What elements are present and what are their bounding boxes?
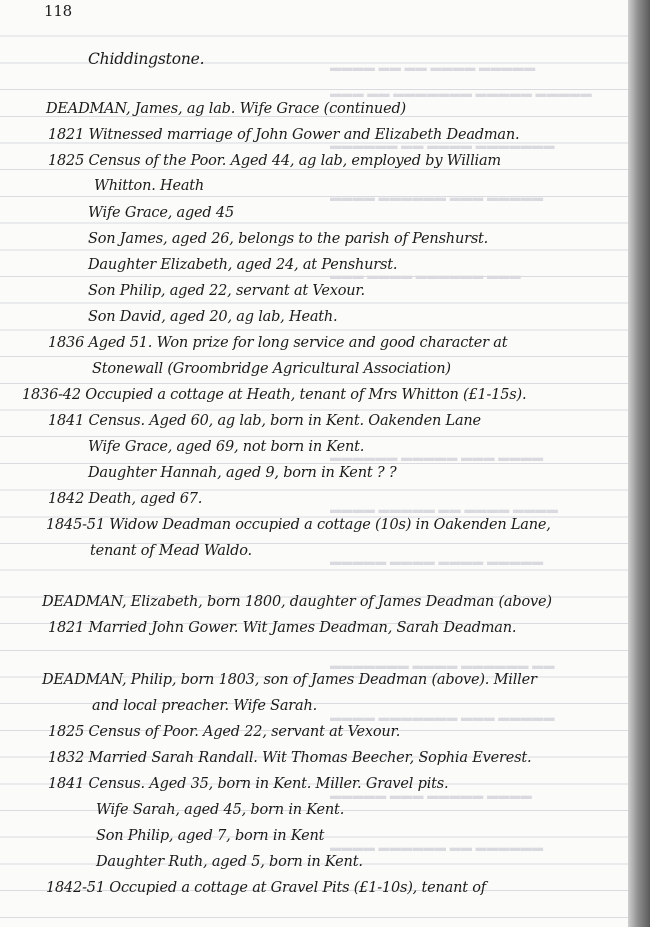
show-through-text: ▬▬▬▬ ▬▬▬▬▬▬ ▬▬▬ ▬▬▬▬▬ <box>330 192 544 204</box>
entry-header-elizabeth: DEADMAN, Elizabeth, born 1800, daughter of James Deadman (above) <box>42 594 552 610</box>
entry-header-philip: DEADMAN, Philip, born 1803, son of James Deadman (above). Miller <box>42 672 537 688</box>
show-through-text: ▬▬▬▬▬ ▬▬▬ ▬▬▬▬▬ ▬▬▬▬ <box>330 790 533 802</box>
handwritten-line: 1842-51 Occupied a cottage at Gravel Pits (£1-10s), tenant of <box>46 880 486 896</box>
handwritten-line: Stonewall (Groombridge Agricultural Association) <box>92 361 451 377</box>
handwritten-line: Wife Grace, aged 69, not born in Kent. <box>88 439 365 455</box>
page-heading: Chiddingstone. <box>88 50 205 68</box>
handwritten-line: tenant of Mead Waldo. <box>90 543 252 559</box>
handwritten-line: Daughter Hannah, aged 9, born in Kent ? ? <box>88 465 397 481</box>
show-through-text: ▬▬▬▬ ▬▬▬▬▬▬▬ ▬▬▬ ▬▬▬▬▬ <box>330 712 555 724</box>
show-through-text: ▬▬▬▬▬▬▬ ▬▬▬▬ ▬▬▬▬▬▬ ▬▬ <box>330 660 555 672</box>
handwritten-line: 1841 Census. Aged 35, born in Kent. Miller. Gravel pits. <box>48 776 449 792</box>
handwritten-line: and local preacher. Wife Sarah. <box>92 698 318 714</box>
handwritten-line: 1825 Census of Poor. Aged 22, servant at Vexour. <box>48 724 401 740</box>
entry-header-james: DEADMAN, James, ag lab. Wife Grace (continued) <box>46 101 406 117</box>
handwritten-line: 1836-42 Occupied a cottage at Heath, tenant of Mrs Whitton (£1-15s). <box>22 387 527 403</box>
handwritten-line: 1842 Death, aged 67. <box>48 491 203 507</box>
show-through-text: ▬▬▬ ▬▬▬▬ ▬▬▬▬▬▬ ▬▬▬ <box>330 270 521 282</box>
show-through-text: ▬▬▬ ▬▬ ▬▬▬▬▬▬▬ ▬▬▬▬▬ ▬▬▬▬▬ <box>330 88 593 100</box>
handwritten-line: 1825 Census of the Poor. Aged 44, ag lab, employed by William <box>48 153 501 169</box>
handwritten-line: Whitton. Heath <box>94 178 205 194</box>
handwritten-line: 1841 Census. Aged 60, ag lab, born in Kent. Oakenden Lane <box>48 413 481 429</box>
handwritten-line: Son Philip, aged 22, servant at Vexour. <box>88 283 365 299</box>
handwritten-line: Wife Grace, aged 45 <box>88 205 234 221</box>
show-through-text: ▬▬▬▬ ▬▬▬▬▬▬ ▬▬ ▬▬▬▬▬▬ <box>330 842 544 854</box>
handwritten-line: Son David, aged 20, ag lab, Heath. <box>88 309 338 325</box>
show-through-text: ▬▬▬▬ ▬▬▬▬▬ ▬▬ ▬▬▬▬ ▬▬▬▬ <box>330 504 559 516</box>
show-through-text: ▬▬▬▬▬ ▬▬▬▬ ▬▬▬▬ ▬▬▬▬▬ <box>330 556 544 568</box>
handwritten-line: Daughter Elizabeth, aged 24, at Penshurst. <box>88 257 398 273</box>
handwritten-line: 1845-51 Widow Deadman occupied a cottage (10s) in Oakenden Lane, <box>46 517 551 533</box>
show-through-text: ▬▬▬▬ ▬▬ ▬▬ ▬▬▬▬ ▬▬▬▬▬ <box>330 62 536 74</box>
handwritten-line: 1821 Witnessed marriage of John Gower and Elizabeth Deadman. <box>48 127 520 143</box>
handwritten-line: Son Philip, aged 7, born in Kent <box>96 828 325 844</box>
show-through-text: ▬▬▬▬▬▬ ▬▬▬▬▬ ▬▬▬ ▬▬▬▬ <box>330 452 544 464</box>
handwritten-line: Son James, aged 26, belongs to the parish of Penshurst. <box>88 231 489 247</box>
book-binding-edge <box>628 0 650 927</box>
page-number: 118 <box>44 2 73 20</box>
handwritten-line: Daughter Ruth, aged 5, born in Kent. <box>96 854 363 870</box>
handwritten-line: 1836 Aged 51. Won prize for long service and good character at <box>48 335 508 351</box>
handwritten-line: 1832 Married Sarah Randall. Wit Thomas Beecher, Sophia Everest. <box>48 750 532 766</box>
handwritten-line: 1821 Married John Gower. Wit James Deadman, Sarah Deadman. <box>48 620 517 636</box>
show-through-text: ▬▬▬▬▬▬ ▬▬ ▬▬▬▬ ▬▬▬▬▬▬▬ <box>330 140 555 152</box>
handwritten-line: Wife Sarah, aged 45, born in Kent. <box>96 802 345 818</box>
